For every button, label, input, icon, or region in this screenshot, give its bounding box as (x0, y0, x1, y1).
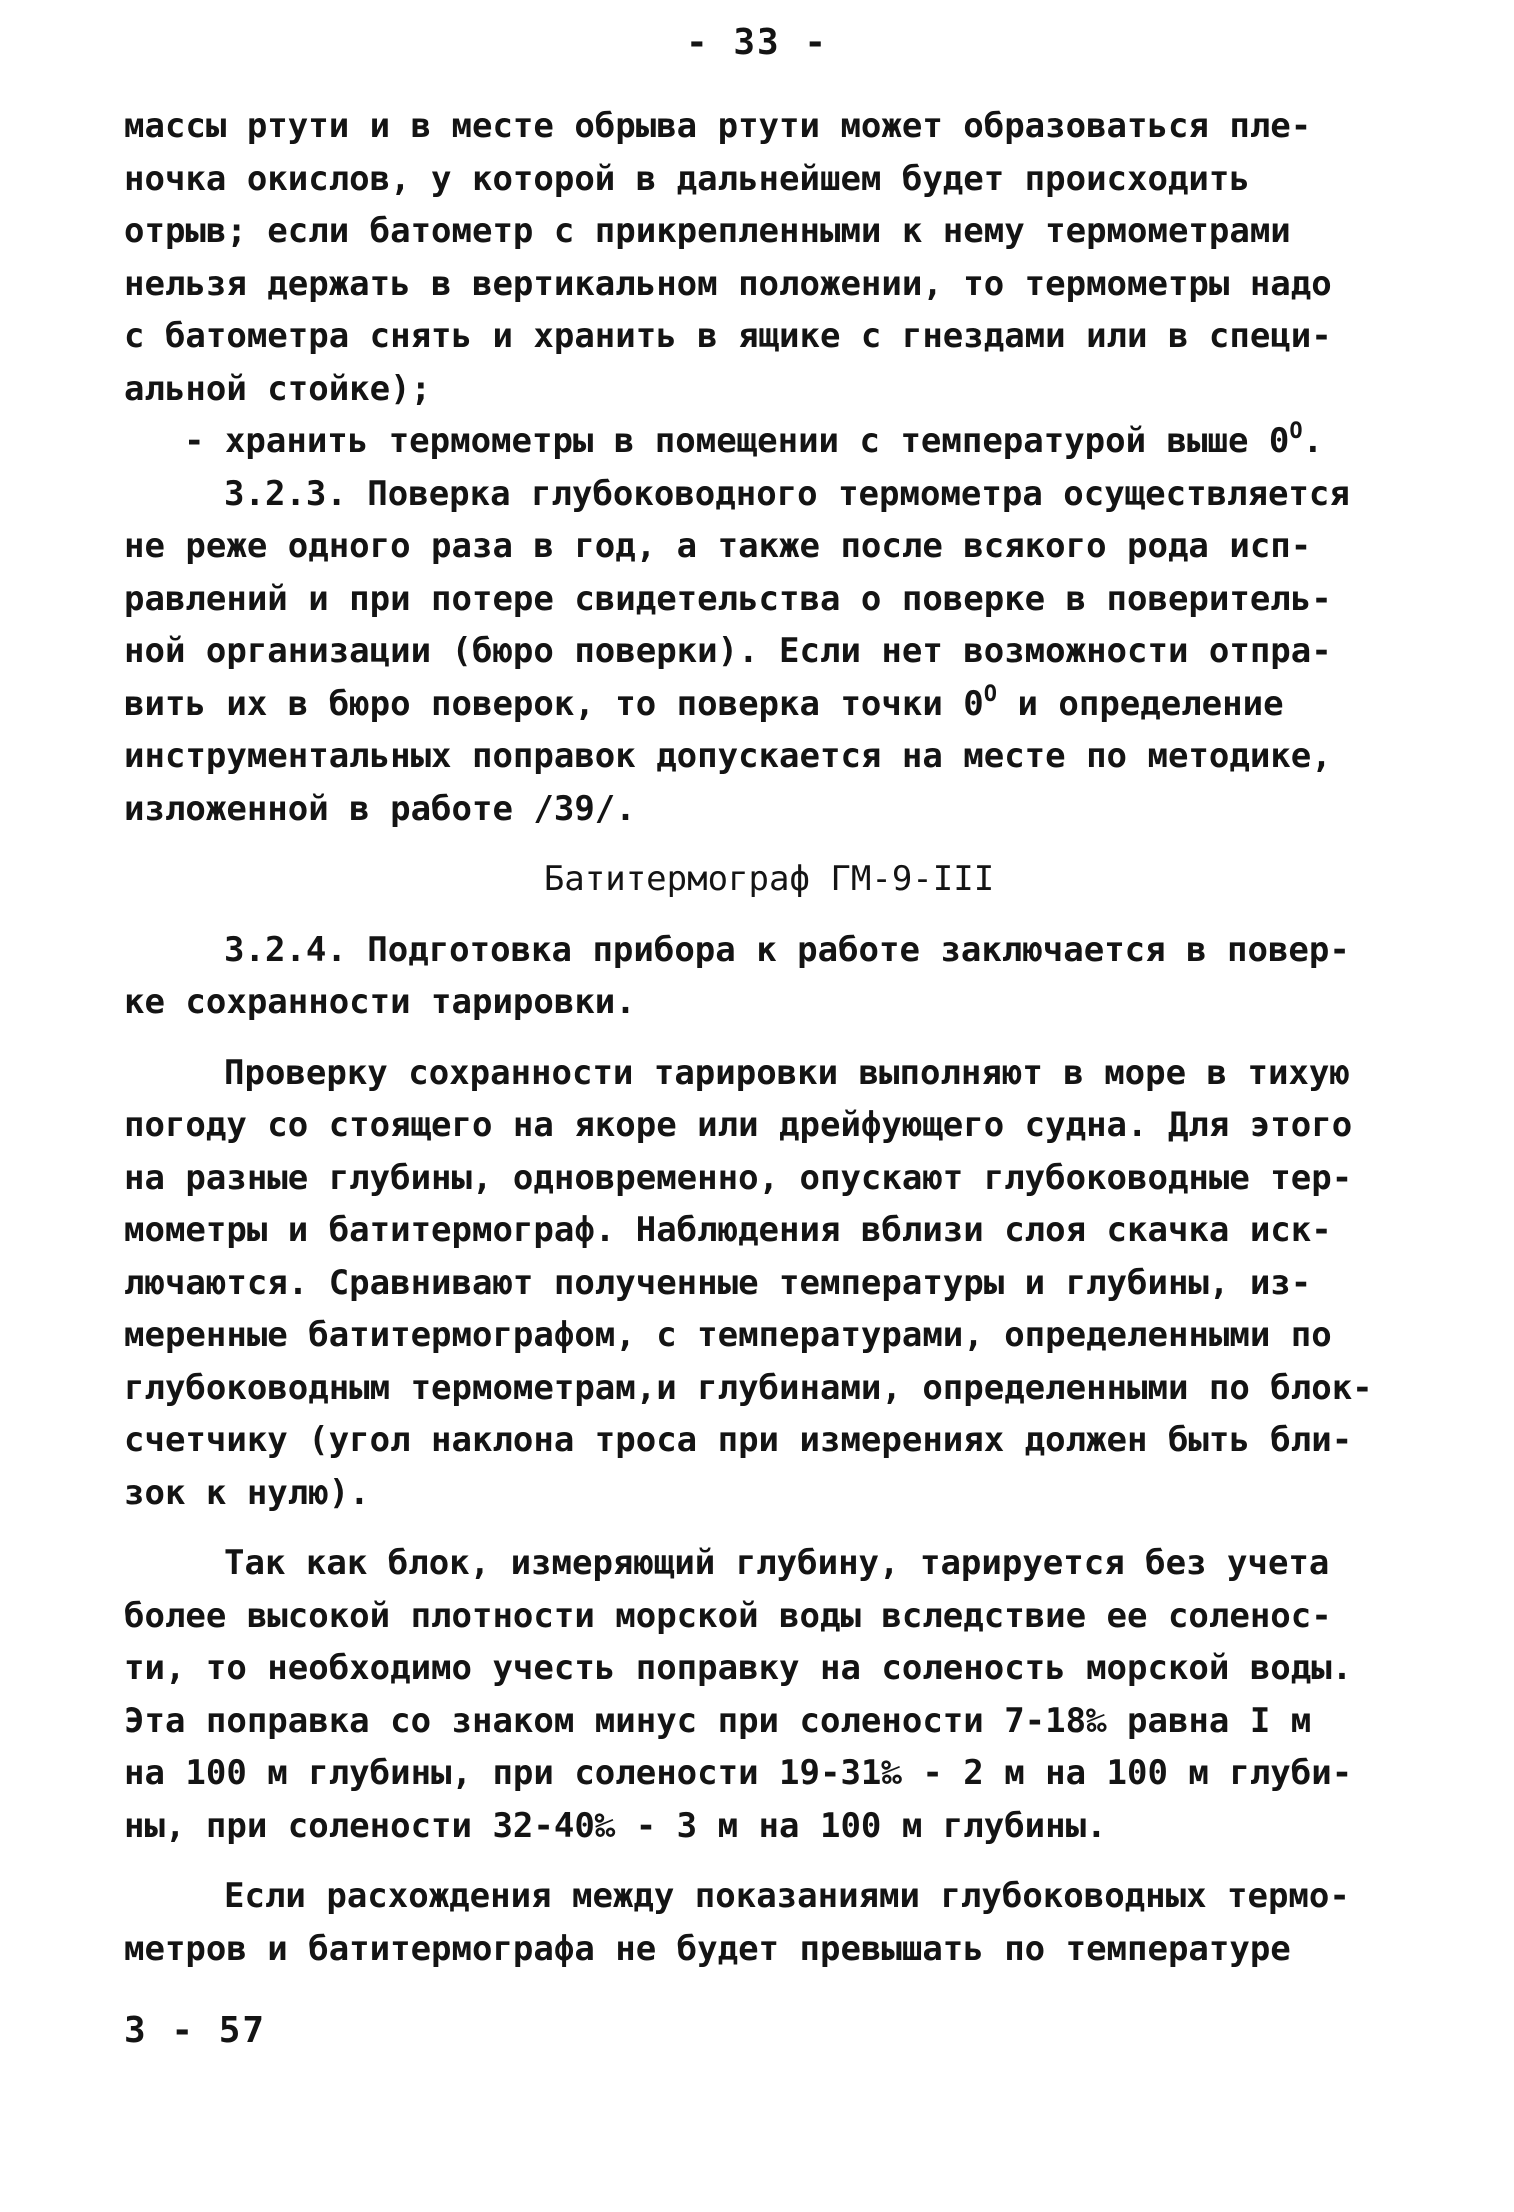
section-heading: Батитермограф ГМ-9-III (543, 859, 995, 899)
text-line: Так как блок, измеряющий глубину, тарируется без учета (224, 1543, 1330, 1583)
spacer (124, 835, 1414, 853)
text-line: изложенной в работе /39/. (124, 788, 636, 829)
text-line: меренные батитермографом, с температурами, определенными по (124, 1315, 1332, 1355)
text-line: зок к нулю). (124, 1472, 370, 1513)
text-span: - хранить термометры в помещении с температурой выше 0 (184, 421, 1290, 461)
spacer (124, 1519, 1414, 1537)
text-line (124, 678, 1414, 731)
degree-superscript: О (1289, 419, 1303, 444)
document-body (124, 100, 1414, 1975)
text-line: Эта поправка со знаком минус при солености 7-18‰ равна I м (124, 1700, 1312, 1741)
text-line: Если расхождения между показаниями глубоководных термо- (224, 1876, 1350, 1916)
text-line: равлений и при потере свидетельства о поверке в поверитель- (124, 578, 1332, 619)
text-line: с батометра снять и хранить в ящике с гнездами или в специ- (124, 316, 1332, 356)
text-line: ночка окислов, у которой в дальнейшем будет происходить (124, 158, 1250, 199)
text-line: массы ртути и в месте обрыва ртути может образоваться пле- (124, 106, 1312, 146)
text-span: . (1302, 421, 1324, 461)
text-line: не реже одного раза в год, а также после всякого рода исп- (124, 526, 1312, 566)
text-line: метров и батитермографа не будет превышать по температуре (124, 1928, 1291, 1969)
text-line: ной организации (бюро поверки). Если нет возможности отпра- (124, 631, 1332, 671)
spacer (124, 1029, 1414, 1047)
text-line: 3.2.3. Поверка глубоководного термометра осуществляется (224, 473, 1350, 514)
spacer (124, 906, 1414, 924)
text-line: счетчику (угол наклона троса при измерениях должен быть бли- (124, 1420, 1353, 1460)
text-line: на разные глубины, одновременно, опускают глубоководные тер- (124, 1157, 1353, 1198)
text-line: более высокой плотности морской воды вследствие ее соленос- (124, 1595, 1332, 1636)
spacer (124, 1852, 1414, 1870)
text-line: глубоководным термометрам,и глубинами, определенными по блок- (124, 1367, 1373, 1408)
text-line: погоду со стоящего на якоре или дрейфующего судна. Для этого (124, 1105, 1353, 1145)
text-line: отрыв; если батометр с прикрепленными к нему термометрами (124, 211, 1291, 251)
text-line: мометры и батитермограф. Наблюдения вблизи слоя скачка иск- (124, 1210, 1332, 1250)
text-line: лючаются. Сравнивают полученные температуры и глубины, из- (124, 1262, 1312, 1303)
text-line: Проверку сохранности тарировки выполняют в море в тихую (224, 1052, 1350, 1093)
page-number: - 33 - (685, 22, 829, 63)
text-line: альной стойке); (124, 368, 432, 409)
text-line: на 100 м глубины, при солености 19-31‰ - 2 м на 100 м глуби- (124, 1753, 1353, 1793)
degree-superscript: О (983, 681, 997, 707)
text-line: 3.2.4. Подготовка прибора к работе заключается в повер- (224, 929, 1350, 970)
text-span: вить их в бюро поверок, то поверка точки 0 (124, 683, 984, 724)
text-line (124, 415, 1414, 468)
text-line: ти, то необходимо учесть поправку на соленость морской воды. (124, 1648, 1353, 1688)
text-line: ны, при солености 32-40‰ - 3 м на 100 м глубины. (124, 1805, 1107, 1846)
text-line: инструментальных поправок допускается на месте по методике, (124, 736, 1332, 776)
footer-code: 3 - 57 (124, 2010, 267, 2051)
text-span: и определение (996, 683, 1284, 724)
text-line: нельзя держать в вертикальном положении, то термометры надо (124, 263, 1332, 304)
text-line: ке сохранности тарировки. (124, 982, 636, 1022)
